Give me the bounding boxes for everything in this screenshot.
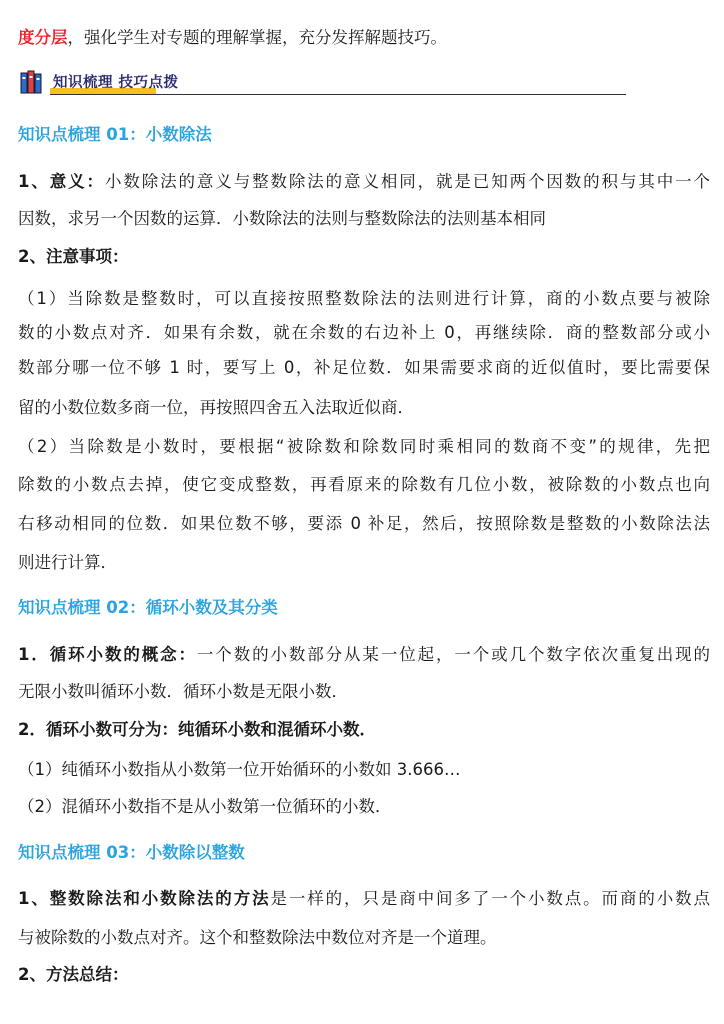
section1-p3-line4: 留的小数位数多商一位，再按照四舍五入法取近似商． <box>18 398 414 417</box>
section3-p1-label: 1、整数除法和小数除法的方法 <box>18 889 271 908</box>
section2-p1-label: 1．循环小数的概念： <box>18 645 197 664</box>
section1-p2-heading: 2、注意事项： <box>18 247 129 266</box>
section1-p4-line3: 右移动相同的位数．如果位数不够，要添 0 补足，然后，按照除数是整数的小数除法法 <box>18 514 710 533</box>
banner-divider <box>50 94 626 95</box>
section2-p3: （1）纯循环小数指从小数第一位开始循环的小数如 3.666… <box>18 760 461 779</box>
section3-p1-line2: 与被除数的小数点对齐。这个和整数除法中数位对齐是一个道理。 <box>18 928 497 947</box>
section1-p4-line2: 除数的小数点去掉，使它变成整数，再看原来的除数有几位小数，被除数的小数点也向 <box>18 475 710 494</box>
section1-p4-line4: 则进行计算． <box>18 553 117 572</box>
section1-p1-line1 <box>18 171 710 193</box>
section3-p1-line1 <box>18 888 710 910</box>
section1-p3-line1: （1）当除数是整数时，可以直接按照整数除法的法则进行计算，商的小数点要与被除 <box>18 289 710 308</box>
section1-p1-text: 小数除法的意义与整数除法的意义相同，就是已知两个因数的积与其中一个 <box>104 172 710 191</box>
intro-highlight: 度分层 <box>18 28 68 47</box>
section1-p4-line1: （2）当除数是小数时，要根据“被除数和除数同时乘相同的数商不变”的规律，先把 <box>18 437 710 456</box>
section1-p1-label: 1、意义： <box>18 172 105 191</box>
section1-p3-line3: 数部分哪一位不够 1 时，要写上 0，补足位数．如果需要求商的近似值时，要比需要保 <box>18 358 710 377</box>
banner-title: 知识梳理 技巧点拨 <box>53 75 179 91</box>
section3-p1-text: 是一样的，只是商中间多了一个小数点。而商的小数点 <box>270 889 710 908</box>
section3-p2: 2、方法总结： <box>18 965 129 984</box>
section-heading-03: 知识点梳理 03：小数除以整数 <box>18 843 245 862</box>
section2-p4: （2）混循环小数指不是从小数第一位循环的小数． <box>18 797 392 816</box>
section2-p1-text: 一个数的小数部分从某一位起，一个或几个数字依次重复出现的 <box>196 645 710 664</box>
intro-line <box>18 27 710 49</box>
section1-p1-line2: 因数，求另一个因数的运算．小数除法的法则与整数除法的法则基本相同 <box>18 209 546 228</box>
intro-text: ，强化学生对专题的理解掌握，充分发挥解题技巧。 <box>67 28 447 47</box>
section2-p2: 2．循环小数可分为：纯循环小数和混循环小数． <box>18 720 376 739</box>
section-banner <box>20 68 626 96</box>
section2-p1-line2: 无限小数叫循环小数．循环小数是无限小数． <box>18 682 348 701</box>
section-heading-02: 知识点梳理 02：循环小数及其分类 <box>18 598 278 617</box>
section2-p1-line1 <box>18 644 710 666</box>
section1-p3-line2: 数的小数点对齐．如果有余数，就在余数的右边补上 0，再继续除．商的整数部分或小 <box>18 323 710 342</box>
section-heading-01: 知识点梳理 01：小数除法 <box>18 125 212 144</box>
books-icon <box>20 70 48 94</box>
